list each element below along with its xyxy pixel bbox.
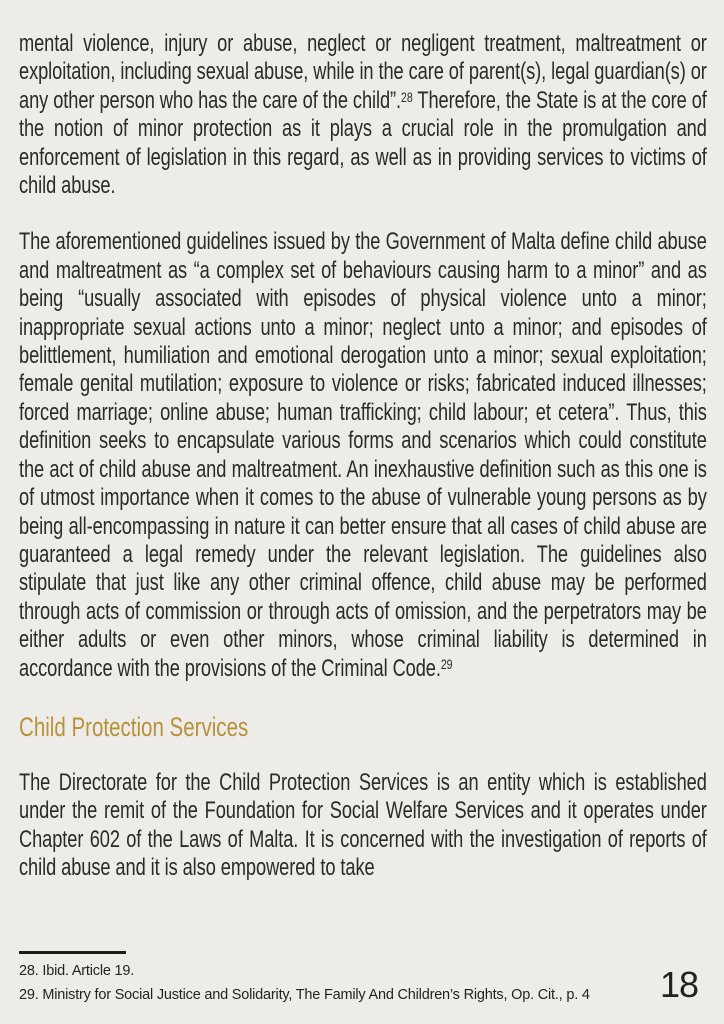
- footnote-29: 29. Ministry for Social Justice and Solidarity, The Family And Children’s Rights, Op. Cit., p. 4: [19, 987, 590, 1003]
- footnote-separator: [19, 951, 126, 954]
- footnote-ref-29: 29: [440, 656, 453, 673]
- footnote-ref-28: 28: [401, 88, 413, 105]
- paragraph-2-text: The aforementioned guidelines issued by the Government of Malta define child abuse and maltreatment as “a complex set of behaviours causing harm to a minor” and as being “usually associated with episodes of physical violence unto a minor; inappropriate sexual actions unto a minor; neglect unto a minor; and episodes of belittlement, humiliation and emotional derogation unto a minor; sexual exploitation; female genital mutilation; exposure to violence or risks; fabricated induced illnesses; forced marriage; online abuse; human trafficking; child labour; et cetera”. Thus, this definition seeks to encapsulate various forms and scenarios which could constitute the act of child abuse and maltreatment. An inexhaustive definition such as this one is of utmost importance when it comes to the abuse of vulnerable young persons as by being all-encompassing in nature it can better ensure that all cases of child abuse are guaranteed a legal remedy under the relevant legislation. The guidelines also stipulate that just like any other criminal offence, child abuse may be performed through acts of commission or through acts of omission, and the perpetrators may be either adults or even other minors, whose criminal liability is determined in accordance with the provisions of the Criminal Code.: [19, 228, 707, 682]
- paragraph-1-text: mental violence, injury or abuse, neglect or negligent treatment, maltreatment or exploitation, including sexual abuse, while in the care of parent(s), legal guardian(s) or any other person who has the care of the child”.: [19, 30, 707, 114]
- page-number: 18: [659, 964, 698, 1005]
- paragraph-1-text-continued: Therefore, the State is at the core of the notion of minor protection as it plays a crucial role in the promulgation and enforcement of legislation in this regard, as well as in providing services to victims of child abuse.: [19, 86, 707, 200]
- paragraph-1: [19, 30, 707, 200]
- footnote-28: 28. Ibid. Article 19.: [19, 963, 135, 979]
- body-text-column: [19, 30, 707, 883]
- section-heading: Child Protection Services: [19, 711, 249, 742]
- paragraph-2: [19, 228, 707, 683]
- footnotes: [19, 959, 659, 1007]
- paragraph-3: The Directorate for the Child Protection Services is an entity which is established under the remit of the Foundation for Social Welfare Services and it operates under Chapter 602 of the Laws of Malta. It is concerned with the investigation of reports of child abuse and it is also empowered to take: [19, 768, 707, 882]
